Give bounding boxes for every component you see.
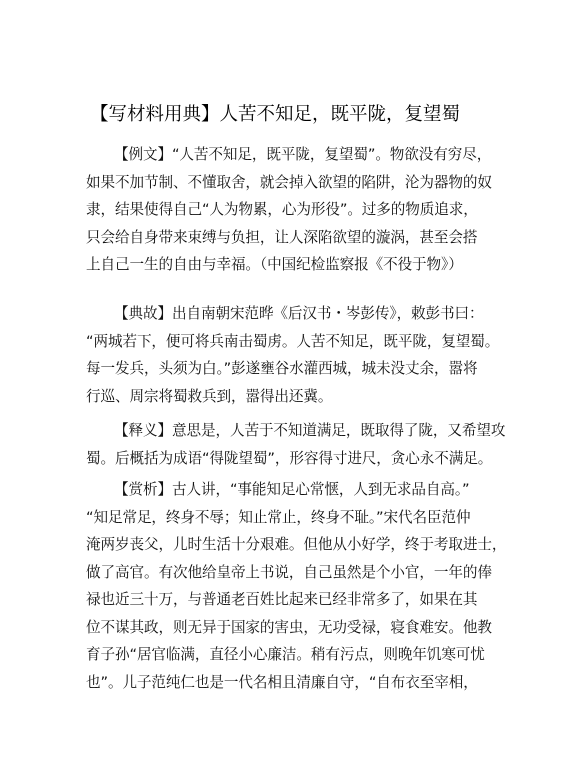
page-title: 【写材料用典】人苦不知足，既平陇，复望蜀 (90, 104, 461, 125)
text-line: 【释义】意思是，人苦于不知道满足，既取得了陇，又希望攻 (114, 422, 506, 439)
text-line: 如果不加节制、不懂取舍，就会掉入欲望的陷阱，沦为器物的奴 (86, 173, 492, 191)
text-line: 只会给自身带来束缚与负担，让人深陷欲望的漩涡，甚至会搭 (86, 228, 478, 246)
text-line: “知足常足，终身不辱；知止常止，终身不耻。”宋代名臣范仲 (86, 508, 471, 526)
text-line: 【例文】“人苦不知足，既平陇，复望蜀”。物欲没有穷尽， (114, 146, 492, 163)
text-line: 蜀。后概括为成语“得陇望蜀”，形容得寸进尺，贪心永不满足。 (86, 449, 493, 467)
paragraph-meaning (86, 417, 516, 472)
paragraph-source (86, 300, 516, 410)
text-line: 行巡、周宗将蜀救兵到，嚣得出还冀。 (86, 387, 333, 405)
paragraph-example (86, 141, 516, 279)
paragraph-appreciation (86, 476, 516, 696)
text-line: 每一发兵，头须为白。”彭遂壅谷水灌西城，城未没丈余，嚣将 (86, 360, 478, 377)
text-line: 隶，结果使得自己“人为物累，心为形役”。过多的物质追求， (86, 201, 478, 218)
text-line: 禄也近三十万，与普通老百姓比起来已经非常多了，如果在其 (86, 591, 478, 608)
text-line: “两城若下，便可将兵南击蜀虏。人苦不知足，既平陇，复望蜀。 (86, 332, 500, 350)
text-line: 育子孙“居官临满，直径小心廉洁。稍有污点，则晚年饥寒可忧 (86, 646, 485, 663)
text-line: 【典故】出自南朝宋范晔《后汉书・岑彭传》，敕彭书曰： (114, 305, 484, 322)
text-line: 【赏析】古人讲，“事能知足心常惬，人到无求品自高。” (114, 481, 470, 498)
text-line: 做了高官。有次他给皇帝上书说，自己虽然是个小官，一年的俸 (86, 563, 492, 581)
text-line: 上自己一生的自由与幸福。（中国纪检监察报《不役于物》） (86, 256, 463, 273)
text-line: 也”。儿子范纯仁也是一代名相且清廉自守，“自布衣至宰相， (86, 673, 478, 691)
text-line: 位不谋其政，则无异于国家的害虫，无功受禄，寝食难安。他教 (86, 618, 492, 636)
text-line: 淹两岁丧父，儿时生活十分艰难。但他从小好学，终于考取进士， (86, 536, 507, 553)
